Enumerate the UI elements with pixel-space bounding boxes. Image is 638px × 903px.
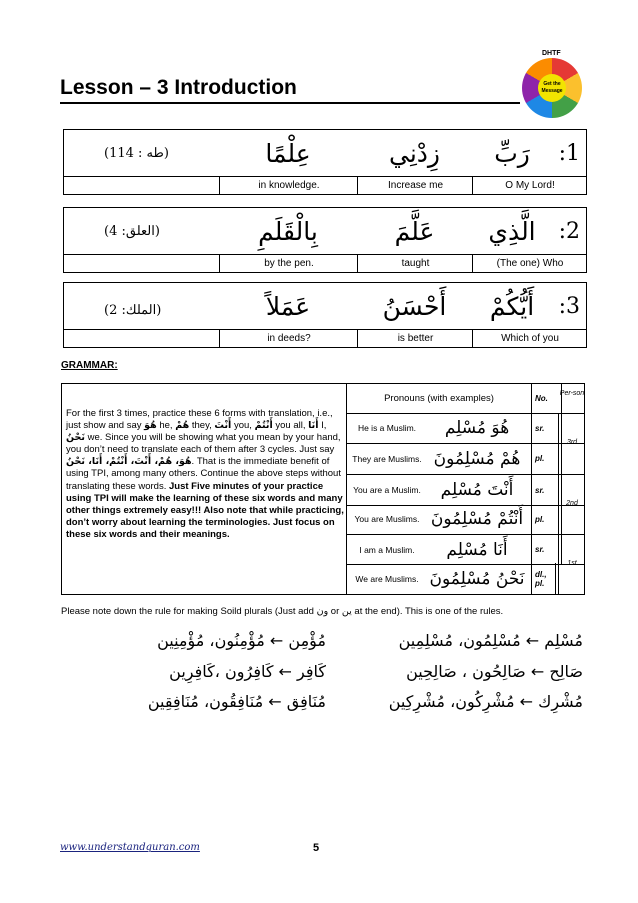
verse-reference: (الملك: 2) xyxy=(104,303,162,318)
pronoun-english: We are Muslims. xyxy=(355,573,419,584)
verse-table-1 xyxy=(63,129,587,195)
plural-example: مُنَافِق ← مُنَافِقُون، مُنَافِقِين xyxy=(147,692,326,711)
meaning-cell: in knowledge. xyxy=(219,177,358,194)
pronoun-word: أَنْتُمْ xyxy=(254,420,273,432)
pronoun-number: dl., pl. xyxy=(532,563,556,594)
instruction-text: they, xyxy=(189,420,215,432)
grammar-box xyxy=(61,383,585,595)
verse-number: :3 xyxy=(558,293,580,319)
pronoun-arabic: هُمْ مُسْلِمُونَ xyxy=(433,448,521,469)
plural-rule-note xyxy=(61,606,503,617)
instruction-text: you, xyxy=(231,420,255,432)
verse-number: :1 xyxy=(558,140,580,166)
pronoun-number: pl. xyxy=(532,443,562,474)
instruction-bold-text: Just Five minutes of your practice using TPI will make the learning of these six words and many other things extremely easy!!! Also note that while practicing, don’t worry about learning the terminologies. Just focus on these six words and their meanings. xyxy=(66,480,344,540)
verse-word: أَحْسَنُ xyxy=(382,291,447,321)
title-underline xyxy=(60,102,520,104)
verse-arabic-row xyxy=(64,130,586,177)
pronoun-arabic: هُوَ مُسْلِم xyxy=(444,418,510,438)
logo-text: Get the Message xyxy=(538,74,566,102)
pronoun-row xyxy=(347,474,585,506)
pronoun-table-header xyxy=(347,384,585,414)
instruction-text: . That is the immediate benefit of using TPI, among many others. Continue the above steps without translating these words. xyxy=(66,456,341,492)
grammar-heading: GRAMMAR: xyxy=(61,360,118,371)
pronoun-word: نَحْنُ xyxy=(66,432,85,444)
meaning-cell: Increase me xyxy=(357,177,473,194)
verse-meaning-row xyxy=(64,177,586,194)
pronoun-word: أَنْتَ xyxy=(214,420,232,432)
note-text: at the end). This is one of the rules. xyxy=(351,606,504,617)
pronoun-english: You are a Muslim. xyxy=(353,485,421,495)
pronoun-number: pl. xyxy=(532,504,562,534)
pronoun-word: أَنَا xyxy=(308,420,319,432)
grammar-instructions xyxy=(66,408,344,541)
verse-word: زِدْنِي xyxy=(389,138,441,168)
verse-arabic-row xyxy=(64,208,586,255)
header-no: No. xyxy=(532,384,562,413)
pronoun-english: I am a Muslim. xyxy=(359,544,415,555)
verse-word: عَمَلاً xyxy=(265,291,311,321)
pronoun-row xyxy=(347,504,558,535)
pronoun-row xyxy=(347,534,585,565)
meaning-cell: is better xyxy=(357,330,473,347)
instruction-text: For the first 3 times, practice these 6 forms with translation, i.e., just show and say xyxy=(66,408,333,432)
person-label: 2nd xyxy=(566,500,578,507)
verse-meaning-row xyxy=(64,255,586,272)
pronoun-english: He is a Muslim. xyxy=(357,423,417,433)
verse-word: أَيُّكُمْ xyxy=(489,291,535,321)
page-number: 5 xyxy=(313,842,320,854)
verse-number: :2 xyxy=(558,218,580,244)
pronoun-row xyxy=(347,443,558,475)
plural-example: صَالِح ← صَالِحُون ، صَالِحِين xyxy=(406,662,583,681)
pronoun-arabic: أَنْتُمْ مُسْلِمُونَ xyxy=(430,509,524,529)
pronoun-word: هُمْ xyxy=(175,420,190,432)
instruction-text: I, xyxy=(318,420,327,432)
verse-table-2 xyxy=(63,207,587,273)
meaning-cell: Which of you xyxy=(472,330,587,347)
pronoun-list: هُوَ، هُمْ، أَنْتَ، أَنْتُمْ، أَنَا، نَحْنُ xyxy=(66,456,192,468)
header-person: Per-son xyxy=(559,390,585,397)
verse-word: عِلْمًا xyxy=(265,138,311,168)
meaning-cell: by the pen. xyxy=(219,255,358,272)
note-text: or xyxy=(328,606,342,617)
pronoun-arabic: نَحْنُ مُسْلِمُونَ xyxy=(429,568,525,589)
plural-example: مُؤْمِن ← مُؤْمِنُون، مُؤْمِنِين xyxy=(157,631,326,650)
pronoun-english: They are Muslims. xyxy=(352,453,422,464)
verse-arabic-row xyxy=(64,283,586,330)
verse-reference: (العلق: 4) xyxy=(104,224,160,239)
pronoun-word: هُوَ xyxy=(144,420,157,432)
plural-example: كَافِر ← كَافِرُون ،كَافِرِين xyxy=(169,662,326,681)
page-title: Lesson – 3 Introduction xyxy=(60,76,297,99)
verse-word: رَبِّ xyxy=(494,138,530,168)
verse-word: عَلَّمَ xyxy=(394,216,435,246)
meaning-cell: (The one) Who xyxy=(472,255,587,272)
logo-caption: DHTF xyxy=(542,50,561,57)
instruction-text: you all, xyxy=(272,420,309,432)
plural-example: مُشْرِك ← مُشْرِكُون، مُشْرِكِين xyxy=(388,692,583,711)
pronoun-number: sr. xyxy=(532,535,562,564)
verse-table-3 xyxy=(63,282,587,348)
instruction-text: he, xyxy=(156,420,176,432)
note-suffix: ون xyxy=(316,606,329,617)
meaning-cell: in deeds? xyxy=(219,330,358,347)
plural-example: مُسْلِم ← مُسْلِمُون، مُسْلِمِين xyxy=(398,631,583,650)
pronoun-number: sr. xyxy=(532,413,562,443)
pronoun-arabic: أَنْتَ مُسْلِم xyxy=(440,480,514,500)
pronoun-number: sr. xyxy=(532,475,562,505)
pronoun-english: You are Muslims. xyxy=(354,514,420,524)
person-label: 3rd xyxy=(566,439,578,446)
pronoun-row xyxy=(347,563,558,594)
meaning-cell: O My Lord! xyxy=(472,177,587,194)
website-link[interactable]: www.understandquran.com xyxy=(60,842,200,853)
pronoun-table xyxy=(346,384,585,594)
verse-word: بِالْقَلَمِ xyxy=(258,216,318,246)
pronoun-arabic: أَنَا مُسْلِم xyxy=(446,539,508,560)
note-suffix: ين xyxy=(341,606,352,617)
person-label: 1st xyxy=(567,560,577,567)
instruction-text: we. Since you will be showing what you mean by your hand, you don’t need to translate each of them after 3 cycles. Just say xyxy=(66,432,341,456)
header-examples: Pronouns (with examples) xyxy=(347,384,532,413)
note-text: Please note down the rule for making Soild plurals (Just add xyxy=(61,606,317,617)
logo-icon xyxy=(522,58,582,118)
meaning-cell: taught xyxy=(357,255,473,272)
pronoun-row xyxy=(347,413,585,444)
verse-reference: (طه : 114) xyxy=(104,146,169,161)
verse-meaning-row xyxy=(64,330,586,347)
verse-word: الَّذِي xyxy=(488,216,536,246)
